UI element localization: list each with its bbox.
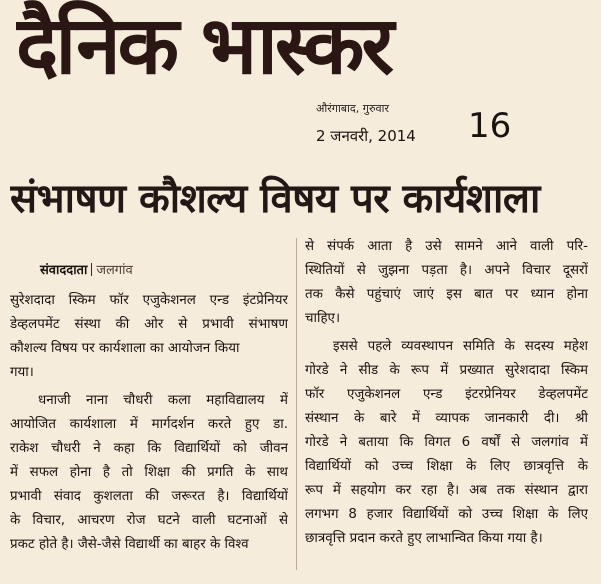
column-divider	[296, 238, 297, 570]
article-text-line: तक कैसे पहुंचाएं जाएं इस बात पर ध्यान होना	[305, 287, 588, 302]
article-text-line: धनाजी नाना चौधरी कला महाविद्यालय में	[38, 393, 288, 408]
article-text-line: में सफल होना है तो शिक्षा की प्रगति के साथ	[10, 465, 288, 480]
article-text-line: के विचार, आचरण रोज घटने वाली घटनाओं से	[10, 513, 288, 528]
article-text-line: गया।	[10, 365, 34, 380]
article-text-line: छात्रवृत्ति प्रदान करते हुए लाभान्वित किया गया है।	[305, 531, 543, 546]
article-text-line: गोरडे ने सीड के रूप में प्रख्यात सुरेशदादा स्किम	[305, 363, 588, 378]
article-text-line: स्थितियों से जुझना पड़ता है। अपने विचार दूसरों	[305, 263, 588, 278]
article-text-line: आयोजित कार्यशाला में मार्गदर्शन करते हुए डा.	[10, 417, 288, 432]
byline-separator	[91, 263, 92, 276]
article-text-line: संस्थान के बारे में व्यापक जानकारी दी। श्री	[305, 411, 588, 426]
edition-date: 2 जनवरी, 2014	[316, 127, 416, 145]
byline-label: संवाददाता	[40, 263, 88, 278]
article-text-line: से संपर्क आता है उसे सामने आने वाली परि-	[305, 239, 588, 254]
article-text-line: प्रभावी संवाद कुशलता की जरूरत है। विद्यार्थियों	[10, 489, 288, 504]
byline-place: जलगांव	[96, 263, 133, 278]
article-text-line: विद्यार्थियों को उच्च शिक्षा के लिए छात्रवृत्ति के	[305, 459, 588, 474]
article-text-line: डेव्हलपमेंट संस्था की ओर से प्रभावी संभाषण	[10, 317, 288, 332]
article-text-line: इससे पहले व्यवस्थापन समिति के सदस्य महेश	[333, 339, 588, 354]
article-text-line: कौशल्य विषय पर कार्यशाला का आयोजन किया	[10, 341, 240, 356]
page-number: 16	[468, 106, 512, 146]
article-byline	[40, 260, 133, 278]
article-text-line: सुरेशदादा स्किम फॉर एजुकेशनल एन्ड इंटप्रेनियर	[10, 293, 288, 308]
article-text-line: गोरडे ने बताया कि विगत 6 वर्षों से जलगांव में	[305, 435, 588, 450]
article-text-line: लगभग 8 हजार विद्यार्थियों को उच्च शिक्षा के लिए	[305, 507, 588, 522]
newspaper-masthead: दैनिक भास्कर	[16, 0, 392, 92]
article-text-line: रूप में सहयोग कर रहा है। अब तक संस्थान द्वारा	[305, 483, 588, 498]
article-text-line: राकेश चौधरी ने कहा कि विद्यार्थियों को जीवन	[10, 441, 288, 456]
article-text-line: प्रकट होते है। जैसे-जैसे विद्यार्थी का बाहर के विश्व	[10, 537, 249, 552]
article-text-line: फॉर एजुकेशनल एन्ड इंटरप्रेनियर डेव्हलपमेंट	[305, 387, 588, 402]
article-text-line: चाहिए।	[305, 311, 341, 326]
edition-dateline: औरंगाबाद, गुरुवार	[316, 102, 389, 115]
article-headline: संभाषण कौशल्य विषय पर कार्यशाला	[10, 176, 540, 222]
